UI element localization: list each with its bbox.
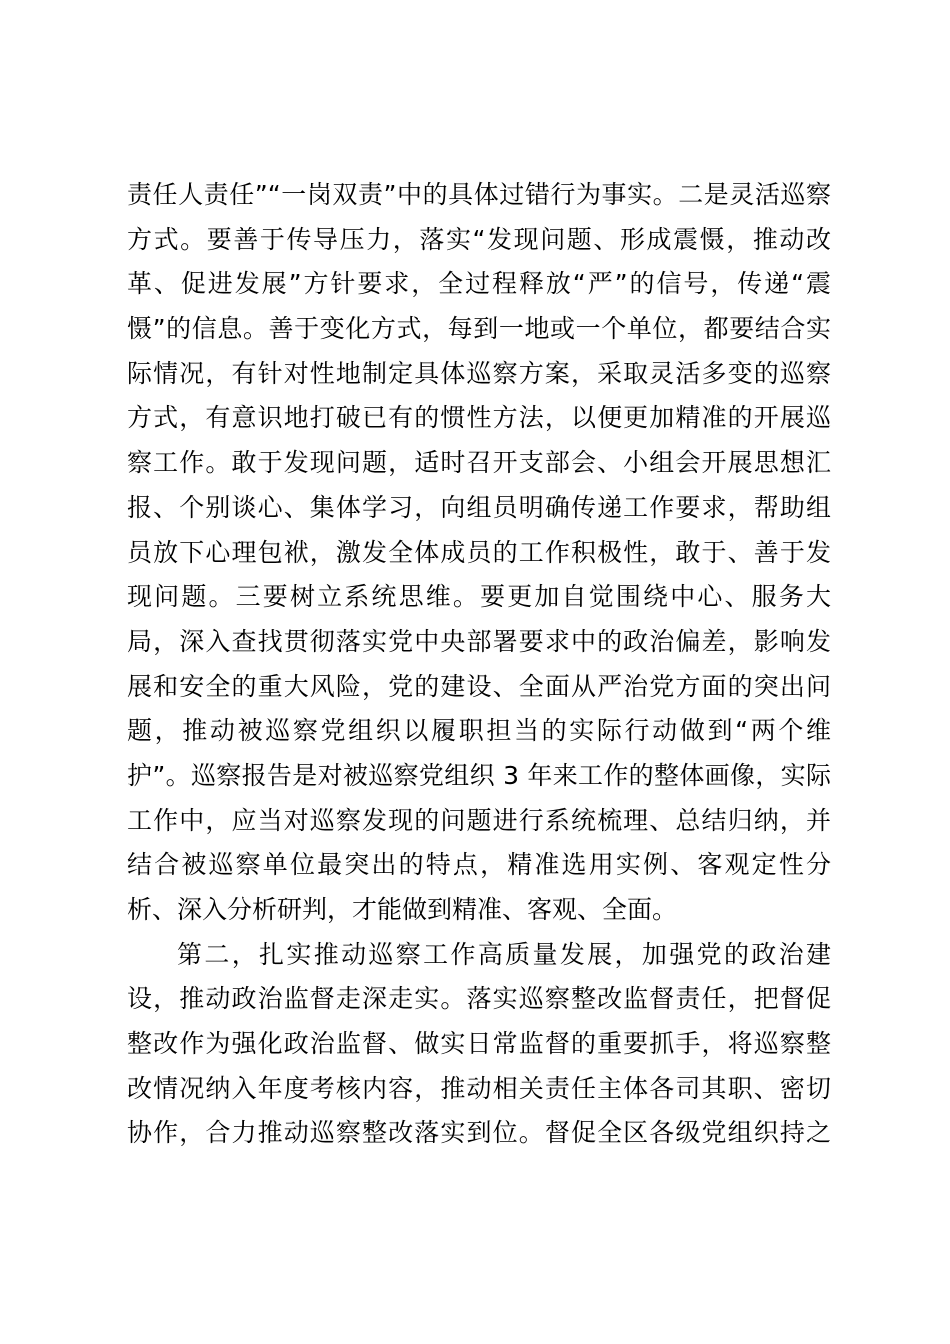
text-line: 方式，有意识地打破已有的惯性方法，以便更加精准的开展巡 xyxy=(127,403,831,433)
text-line: 设，推动政治监督走深走实。落实巡察整改监督责任，把督促 xyxy=(127,984,831,1014)
text-line: 员放下心理包袱，激发全体成员的工作积极性，敢于、善于发 xyxy=(127,537,831,567)
text-line: 题，推动被巡察党组织以履职担当的实际行动做到“两个维 xyxy=(127,716,831,746)
text-line: 析、深入分析研判，才能做到精准、客观、全面。 xyxy=(127,895,678,924)
text-line: 展和安全的重大风险，党的建设、全面从严治党方面的突出问 xyxy=(127,671,831,701)
paragraph-first-line: 第二，扎实推动巡察工作高质量发展，加强党的政治建 xyxy=(177,939,831,969)
text-line: 局，深入查找贯彻落实党中央部署要求中的政治偏差，影响发 xyxy=(127,626,831,656)
text-line: 改情况纳入年度考核内容，推动相关责任主体各司其职、密切 xyxy=(127,1073,831,1103)
text-line: 际情况，有针对性地制定具体巡察方案，采取灵活多变的巡察 xyxy=(127,358,831,388)
text-line: 护”。巡察报告是对被巡察党组织 3 年来工作的整体画像，实际 xyxy=(127,760,831,790)
text-line: 方式。要善于传导压力，落实“发现问题、形成震慑，推动改 xyxy=(127,224,831,254)
text-line: 察工作。敢于发现问题，适时召开支部会、小组会开展思想汇 xyxy=(127,448,831,478)
text-line: 工作中，应当对巡察发现的问题进行系统梳理、总结归纳，并 xyxy=(127,805,831,835)
text-line: 责任人责任”“一岗双责”中的具体过错行为事实。二是灵活巡察 xyxy=(127,180,831,209)
body-text xyxy=(127,173,831,1156)
text-line: 现问题。三要树立系统思维。要更加自觉围绕中心、服务大 xyxy=(127,582,831,612)
text-line: 报、个别谈心、集体学习，向组员明确传递工作要求，帮助组 xyxy=(127,492,831,522)
text-line: 慑”的信息。善于变化方式，每到一地或一个单位，都要结合实 xyxy=(127,314,831,344)
text-line: 协作，合力推动巡察整改落实到位。督促全区各级党组织持之 xyxy=(127,1118,831,1148)
text-line: 结合被巡察单位最突出的特点，精准选用实例、客观定性分 xyxy=(127,850,831,880)
text-line: 革、促进发展”方针要求，全过程释放“严”的信号，传递“震 xyxy=(127,269,831,299)
text-line: 整改作为强化政治监督、做实日常监督的重要抓手，将巡察整 xyxy=(127,1029,831,1059)
